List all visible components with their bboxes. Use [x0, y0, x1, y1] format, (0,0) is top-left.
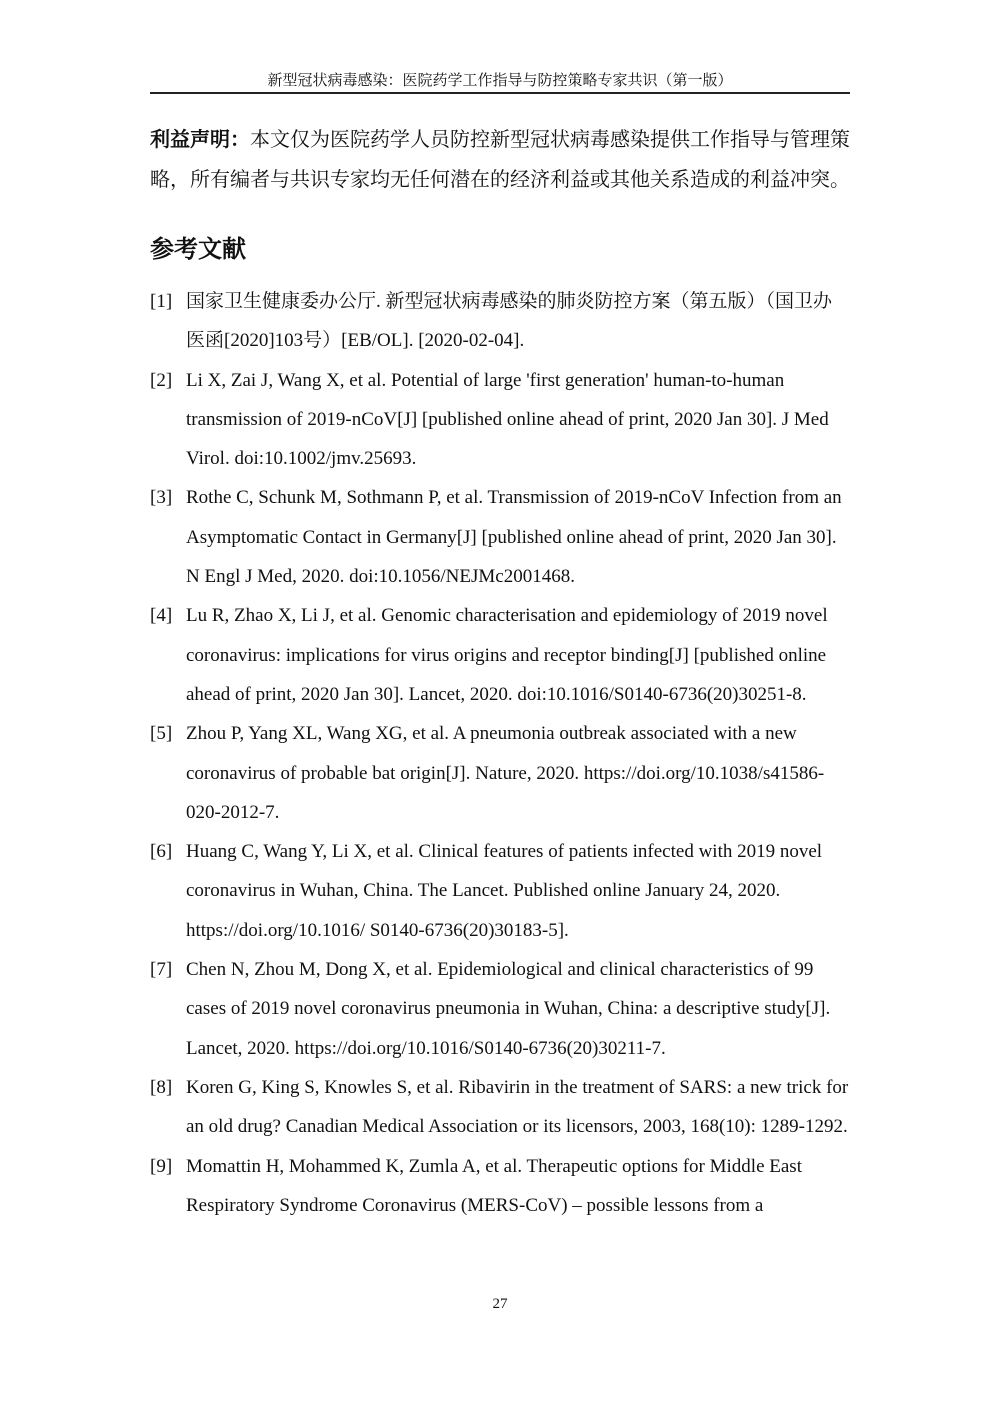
reference-number: [5] [150, 723, 173, 745]
reference-number: [3] [150, 487, 173, 509]
reference-text: Rothe C, Schunk M, Sothmann P, et al. Transmission of 2019-nCoV Infection from an Asymptomatic Contact in Germany[J] [published online ahead of print, 2020 Jan 30]. N Engl J Med, 2020. doi:10.1056/NEJMc2001468. [186, 487, 842, 588]
reference-text: 国家卫生健康委办公厅. 新型冠状病毒感染的肺炎防控方案（第五版）（国卫办医函[2020]103号）[EB/OL]. [2020-02-04]. [186, 291, 833, 352]
reference-text: Chen N, Zhou M, Dong X, et al. Epidemiological and clinical characteristics of 99 cases of 2019 novel coronavirus pneumonia in Wuhan, China: a descriptive study[J]. Lancet, 2020. https://doi.org/10.1016/S0140-6736(20)30211-7. [186, 959, 831, 1059]
conflict-of-interest-text: 本文仅为医院药学人员防控新型冠状病毒感染提供工作指导与管理策略，所有编者与共识专家均无任何潜在的经济利益或其他关系造成的利益冲突。 [150, 129, 850, 191]
reference-number: [6] [150, 841, 173, 863]
reference-item [150, 950, 850, 1068]
reference-number: [7] [150, 959, 173, 981]
reference-number: [2] [150, 369, 173, 391]
reference-list [150, 282, 850, 1225]
reference-text: Lu R, Zhao X, Li J, et al. Genomic characterisation and epidemiology of 2019 novel coronavirus: implications for virus origins and receptor binding[J] [published online ahead of print, 2020 Jan 30]. Lancet, 2020. doi:10.1016/S0140-6736(20)30251-8. [186, 605, 828, 705]
reference-number: [9] [150, 1155, 173, 1177]
conflict-of-interest-label: 利益声明： [150, 129, 250, 151]
reference-item [150, 1068, 850, 1147]
reference-item [150, 361, 850, 479]
reference-item [150, 1147, 850, 1226]
reference-item [150, 596, 850, 714]
reference-text: Zhou P, Yang XL, Wang XG, et al. A pneumonia outbreak associated with a new coronavirus of probable bat origin[J]. Nature, 2020. https://doi.org/10.1038/s41586-020-2012-7. [186, 723, 825, 823]
header-rule [150, 92, 850, 94]
page-number: 27 [492, 1296, 508, 1312]
conflict-of-interest-statement [150, 120, 850, 200]
references-heading: 参考文献 [150, 237, 246, 263]
reference-item [150, 282, 850, 361]
reference-item [150, 478, 850, 596]
reference-number: [1] [150, 291, 173, 312]
reference-number: [4] [150, 605, 173, 627]
reference-item [150, 832, 850, 950]
reference-text: Li X, Zai J, Wang X, et al. Potential of large 'first generation' human-to-human transmission of 2019-nCoV[J] [published online ahead of print, 2020 Jan 30]. J Med Virol. doi:10.1002/jmv.25693. [186, 369, 829, 470]
reference-text: Huang C, Wang Y, Li X, et al. Clinical features of patients infected with 2019 novel coronavirus in Wuhan, China. The Lancet. Published online January 24, 2020. https://doi.org/10.1016/ S0140-6736(20)30183-5]. [186, 841, 823, 941]
reference-number: [8] [150, 1076, 173, 1098]
reference-text: Momattin H, Mohammed K, Zumla A, et al. Therapeutic options for Middle East Respiratory Syndrome Coronavirus (MERS-CoV) – possible lessons from a [186, 1155, 802, 1216]
reference-text: Koren G, King S, Knowles S, et al. Ribavirin in the treatment of SARS: a new trick for an old drug? Canadian Medical Association or its licensors, 2003, 168(10): 1289-1292. [186, 1076, 849, 1138]
running-header: 新型冠状病毒感染：医院药学工作指导与防控策略专家共识（第一版） [267, 73, 733, 89]
reference-item [150, 714, 850, 832]
